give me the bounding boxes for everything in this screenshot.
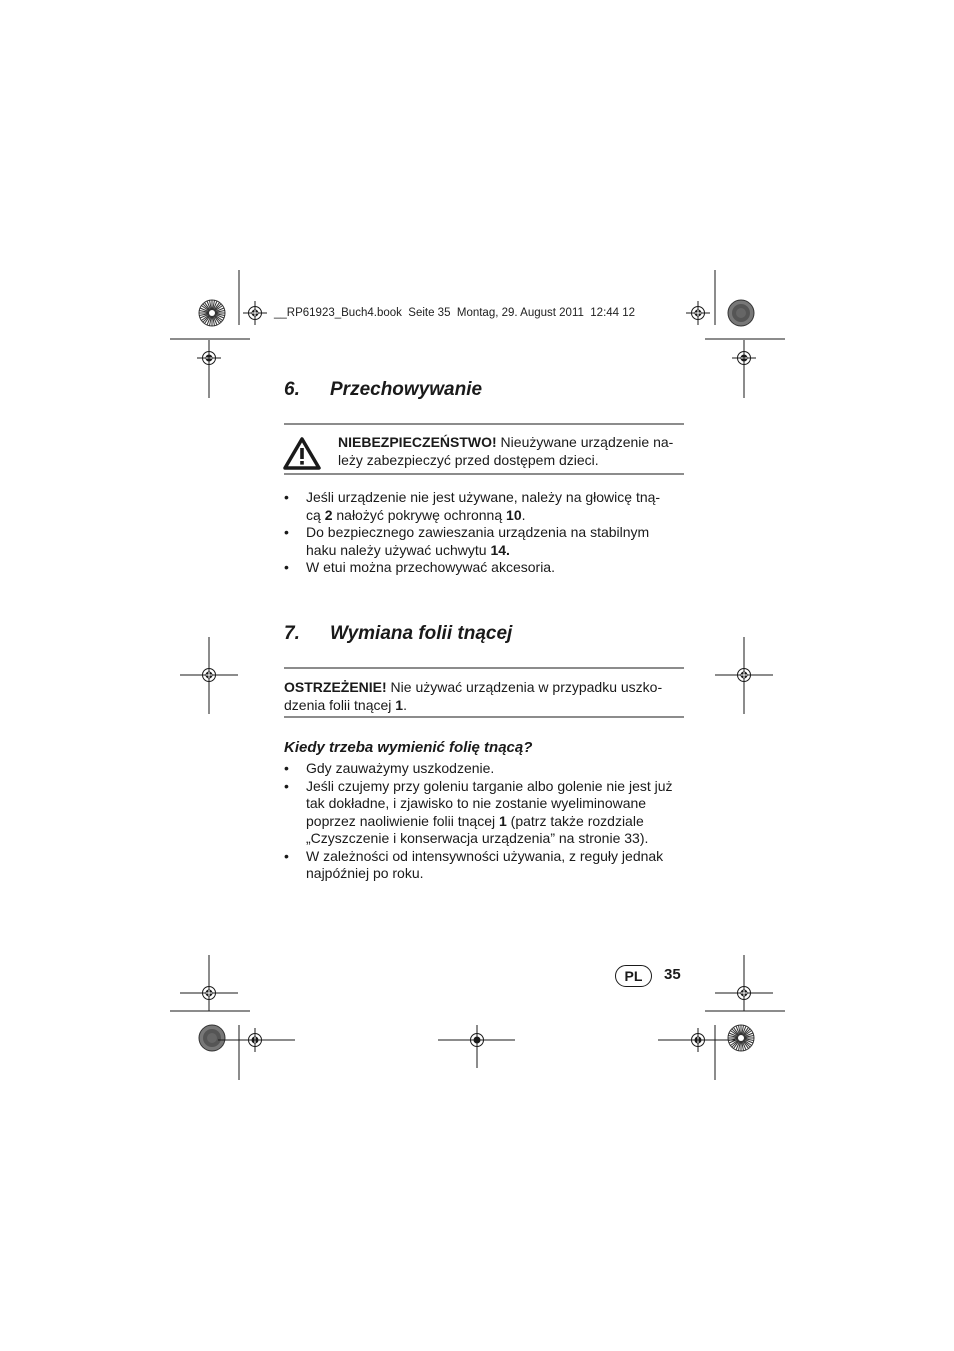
reference-number: 2 — [324, 506, 333, 523]
page-number: 35 — [664, 966, 681, 983]
list-item-line: . — [521, 506, 526, 523]
warning-top-rule — [284, 423, 684, 425]
list-item-line: najpóźniej po roku. — [306, 865, 424, 881]
bullet: • — [284, 489, 289, 505]
caution-top-rule — [284, 667, 684, 669]
warning-label: NIEBEZPIECZEŃSTWO! — [338, 434, 497, 450]
section-6-heading — [284, 379, 482, 401]
caution-line2-end: . — [403, 696, 407, 713]
caution-text — [284, 679, 684, 714]
list-item-line: Jeśli urządzenie nie jest używane, należy na głowicę tną- — [306, 489, 661, 505]
list-item — [284, 760, 684, 778]
section-number: 7. — [284, 623, 300, 644]
section-number: 6. — [284, 379, 300, 400]
replacement-bullet-list — [284, 760, 684, 883]
list-item — [284, 489, 684, 524]
warning-line1: Nieużywane urządzenie na- — [496, 434, 674, 450]
reference-number: 14. — [490, 541, 510, 558]
warning-text — [338, 434, 688, 469]
list-item-line: W zależności od intensywności używania, z reguły jednak — [306, 847, 664, 864]
caution-line2: dzenia folii tnącej — [284, 696, 396, 713]
list-item-line: poprzez naoliwienie folii tnącej — [306, 812, 499, 829]
list-item — [284, 848, 684, 883]
list-item-line: cą — [306, 506, 325, 523]
section-title: Wymiana folii tnącej — [330, 623, 513, 644]
list-item-line: (patrz także rozdziale — [506, 812, 644, 829]
warning-line2: leży zabezpieczyć przed dostępem dzieci. — [338, 451, 599, 468]
list-item-line: haku należy używać uchwytu — [306, 541, 491, 558]
storage-bullet-list — [284, 489, 684, 577]
warning-bottom-rule — [284, 473, 684, 475]
list-item-line: Gdy zauważymy uszkodzenie. — [306, 760, 495, 776]
subheading: Kiedy trzeba wymienić folię tnącą? — [284, 739, 533, 756]
bullet: • — [284, 524, 289, 540]
list-item-line: „Czyszczenie i konserwacja urządzenia” na stronie 33). — [306, 830, 649, 846]
list-item-line: tak dokładne, i zjawisko to nie zostanie wyeliminowane — [306, 795, 647, 811]
bullet: • — [284, 847, 289, 864]
caution-line1: Nie używać urządzenia w przypadku uszko- — [386, 679, 663, 695]
list-item — [284, 778, 684, 848]
caution-label: OSTRZEŻENIE! — [284, 679, 387, 695]
caution-bottom-rule — [284, 716, 684, 718]
list-item — [284, 559, 684, 577]
print-header-info: __RP61923_Buch4.book Seite 35 Montag, 29. August 2011 12:44 12 — [274, 307, 636, 319]
section-7-heading — [284, 623, 512, 645]
reference-number: 1 — [499, 812, 507, 829]
list-item-line: Jeśli czujemy przy goleniu targanie albo golenie nie jest już — [306, 777, 673, 794]
bullet: • — [284, 760, 289, 776]
reference-number: 1 — [395, 696, 404, 713]
language-badge: PL — [615, 965, 652, 987]
list-item-line: W etui można przechowywać akcesoria. — [306, 559, 555, 575]
reference-number: 10 — [506, 506, 522, 523]
bullet: • — [284, 777, 289, 794]
list-item-line: nałożyć pokrywę ochronną — [332, 506, 507, 523]
list-item-line: Do bezpiecznego zawieszania urządzenia na stabilnym — [306, 524, 650, 540]
list-item — [284, 524, 684, 559]
section-title: Przechowywanie — [330, 379, 483, 400]
warning-triangle-icon — [283, 437, 321, 470]
bullet: • — [284, 559, 289, 575]
